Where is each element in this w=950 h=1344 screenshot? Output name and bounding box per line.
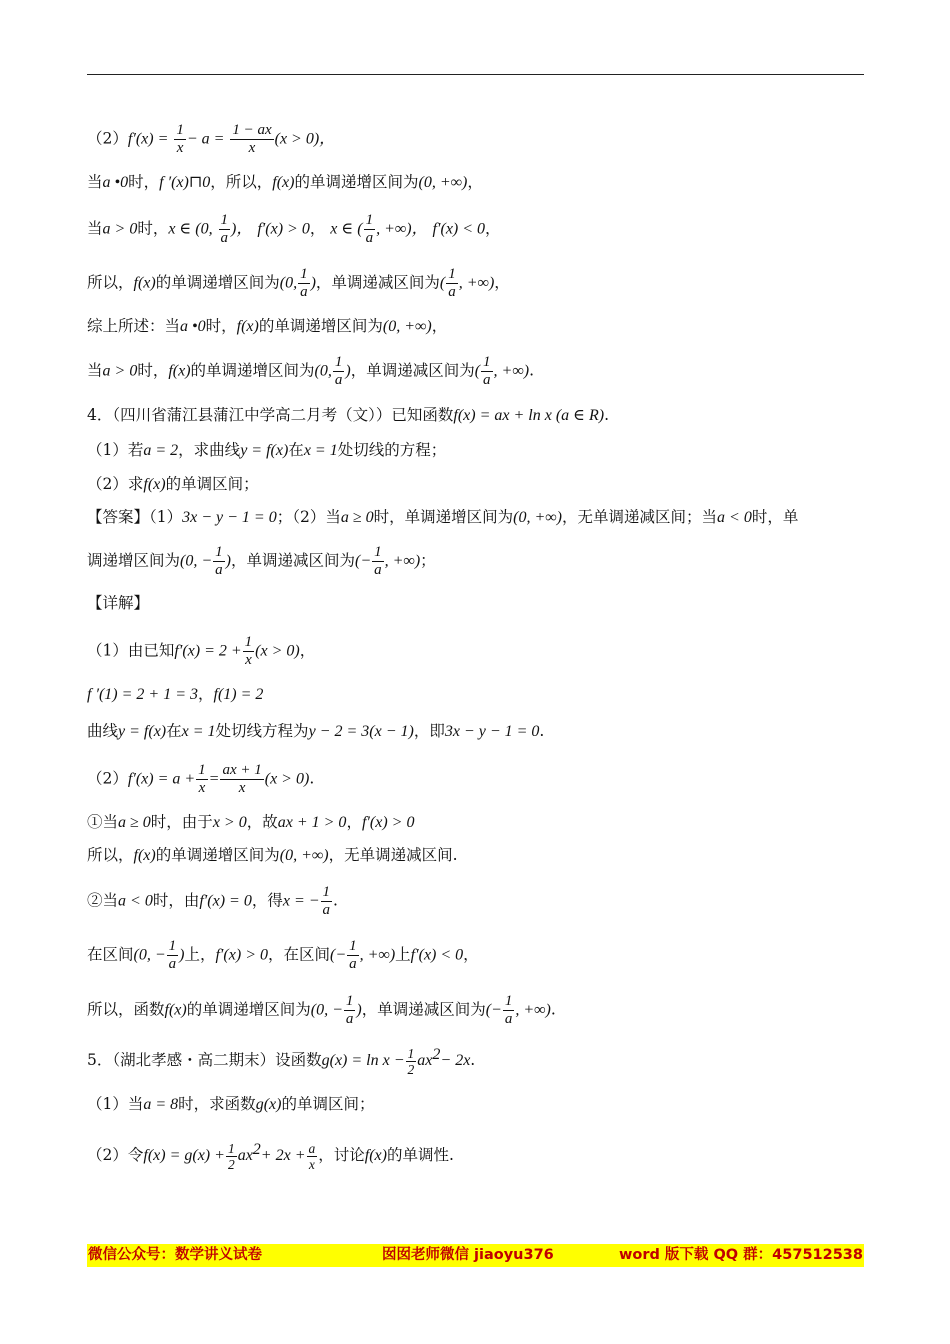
text-line: 所以，f(x)的单调递增区间为(0, $\frac{1}{a}$ )，单调递减区间为( $\frac{1}{a}$ , +∞)， — [87, 266, 510, 300]
text-line: （2）求f(x)的单调区间； — [87, 475, 259, 493]
text-line: ①当a ≥ 0时，由于x > 0，故ax + 1 > 0，f′(x) > 0 — [87, 813, 415, 831]
fraction: $\frac{1}{x}$ — [176, 122, 184, 156]
fraction: $\frac{1}{2}$ — [227, 1140, 235, 1172]
fraction: $\frac{1}{a}$ — [300, 266, 308, 300]
section-heading: 【详解】 — [87, 594, 150, 612]
fraction: $\frac{1}{a}$ — [483, 354, 491, 388]
fraction: $\frac{ax + 1}{x}$ — [222, 762, 262, 796]
text-line: （2）f′(x) = a + $\frac{1}{x}$ = $\frac{ax + 1}{x}$ (x > 0). — [87, 762, 315, 796]
fraction: $\frac{1 - ax}{x}$ — [232, 122, 272, 156]
footer-banner — [87, 1244, 864, 1267]
text-line: （1）当a = 8时，求函数g(x)的单调区间； — [87, 1095, 375, 1113]
text-line: ②当a < 0时，由f′(x) = 0，得x = − $\frac{1}{a}$ . — [87, 884, 338, 918]
fraction: $\frac{a}{x}$ — [308, 1140, 316, 1172]
fraction: $\frac{1}{a}$ — [220, 212, 229, 246]
fraction: $\frac{1}{a}$ — [334, 354, 343, 388]
text-line: 调递增区间为(0, − $\frac{1}{a}$ )，单调递减区间为(− $\frac{1}{a}$ , +∞)； — [87, 544, 436, 578]
text-line: （1）由已知f′(x) = 2 + $\frac{1}{x}$ (x > 0)， — [87, 634, 316, 668]
text-line: 所以，f(x)的单调递增区间为(0, +∞)，无单调递减区间. — [87, 846, 458, 864]
answer-line: 【答案】（1）3x − y − 1 = 0；（2）当a ≥ 0时，单调递增区间为(0, +∞)，无单调递减区间；当a < 0时，单 — [87, 508, 799, 526]
text-line: 当a > 0时，x ∈ (0, $\frac{1}{a}$ )， f′(x) > 0， x ∈ ( $\frac{1}{a}$ , +∞)， f′(x) < 0， — [87, 212, 501, 246]
fraction: $\frac{1}{a}$ — [374, 544, 382, 578]
text-line: 当a > 0时，f(x)的单调递增区间为(0, $\frac{1}{a}$ )，单调递减区间为( $\frac{1}{a}$ , +∞). — [87, 354, 535, 388]
fraction: $\frac{1}{a}$ — [448, 266, 456, 300]
text-line: （1）若a = 2，求曲线y = f(x)在x = 1处切线的方程； — [87, 441, 447, 459]
fraction: $\frac{1}{a}$ — [322, 884, 331, 918]
text-line: （2）令f(x) = g(x) + $\frac{1}{2}$ $ax^2+ 2x$ + $\frac{a}{x}$ ，讨论f(x)的单调性. — [87, 1140, 454, 1172]
problem-4-title: 4．（四川省蒲江县蒲江中学高二月考（文））已知函数f(x) = ax + ln x (a ∈ R). — [87, 406, 610, 424]
footer-wechat-account: 微信公众号：数学讲义试卷 — [88, 1247, 262, 1263]
header-rule — [87, 74, 864, 75]
text-line: f ′(1) = 2 + 1 = 3，f(1) = 2 — [87, 685, 264, 703]
fraction: $\frac{1}{x}$ — [198, 762, 206, 796]
text-line: 当a •0时，f ′(x)⊓0，所以，f(x)的单调递增区间为(0, +∞)， — [87, 173, 483, 191]
text-line: （2）f′(x) = $\frac{1}{x}$ − a = $\frac{1 - ax}{x}$ (x > 0)， — [87, 122, 336, 156]
text-line: 综上所述：当a •0时，f(x)的单调递增区间为(0, +∞)， — [87, 317, 448, 335]
text-line: 曲线y = f(x)在x = 1处切线方程为y − 2 = 3(x − 1)，即3x − y − 1 = 0. — [87, 722, 545, 740]
text-line: 在区间(0, − $\frac{1}{a}$ )上，f′(x) > 0，在区间(− $\frac{1}{a}$ , +∞)上f′(x) < 0， — [87, 938, 479, 972]
fraction: $\frac{1}{x}$ — [244, 634, 253, 668]
fraction: $\frac{1}{a}$ — [215, 544, 223, 578]
fraction: $\frac{1}{a}$ — [345, 993, 354, 1027]
footer-teacher-wechat: 囡囡老师微信 jiaoyu376 — [382, 1247, 554, 1263]
fraction: $\frac{1}{a}$ — [168, 938, 177, 972]
fraction: $\frac{1}{2}$ — [407, 1045, 415, 1077]
fraction: $\frac{1}{a}$ — [504, 993, 513, 1027]
fraction: $\frac{1}{a}$ — [349, 938, 357, 972]
problem-5-title: 5．（湖北孝感・高二期末）设函数g(x) = ln x − $\frac{1}{2}$ $ax^2- 2x$. — [87, 1045, 476, 1077]
text-line: 所以，函数f(x)的单调递增区间为(0, − $\frac{1}{a}$ )，单调递减区间为(− $\frac{1}{a}$ , +∞). — [87, 993, 556, 1027]
fraction: $\frac{1}{a}$ — [365, 212, 374, 246]
footer-qq-group: word 版下载 QQ 群：457512538 — [619, 1247, 863, 1263]
